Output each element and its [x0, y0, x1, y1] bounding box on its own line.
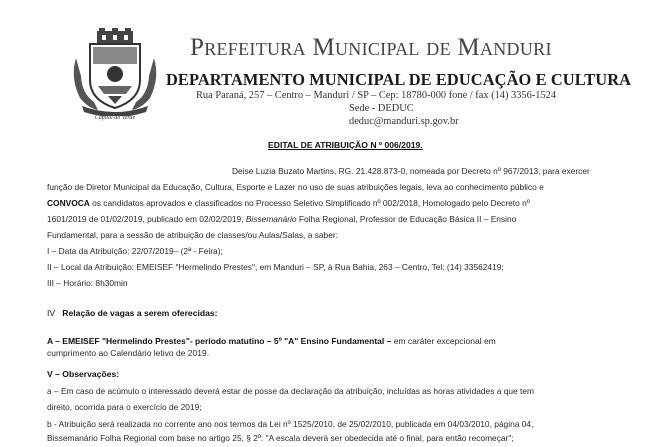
section-label: Relação de vagas a serem oferecidas: [62, 308, 218, 318]
section-v-heading: V – Observações: [47, 369, 120, 379]
section-a-bold: A – EMEISEF "Hermelindo Prestes"- período matutino – 5º "A" Ensino Fundamental – [47, 336, 392, 346]
item-time: III – Horário: 8h30min [47, 278, 128, 288]
seat-line: Sede - DEDUC [349, 103, 414, 114]
section-a-line: cumprimento ao Calendário letivo de 2019. [47, 348, 210, 358]
observation-b: Bissemanário Folha Regional com base no artigo 25, § 2º: "A escala deverá ser obedecida até o final, para então recomeçar"; [47, 433, 514, 443]
org-name: Prefeitura Municipal de Manduri [190, 34, 552, 61]
edital-title: EDITAL DE ATRIBUIÇÃO N º 006/2019. [268, 140, 423, 150]
municipal-crest-logo [68, 28, 162, 116]
crest-caption: Capital do Verde [94, 115, 136, 121]
observation-a: direito, ocorrida para o exercício de 2019; [47, 402, 202, 412]
paragraph-italic: Bissemanário [245, 214, 297, 224]
paragraph-text: os candidatos aprovados e classificados no Processo Seletivo Simplificado nº 002/2018, Homologado pelo Decreto nº [89, 198, 530, 208]
item-location: II – Local da Atribuição: EMEISEF "Hermelindo Prestes", em Manduri – SP, à Rua Bahia, 263 – Centro, Tel: (14) 33562419; [47, 262, 504, 272]
department-name: DEPARTAMENTO MUNICIPAL DE EDUCAÇÃO E CULTURA [166, 70, 632, 89]
section-a-rest: em caráter excepcional em [391, 336, 496, 346]
paragraph-line: Fundamental, para a sessão de atribuição de classes/ou Aulas/Salas, a saber: [47, 230, 338, 240]
section-number: IV [47, 308, 56, 318]
section-iv-heading [47, 308, 218, 318]
paragraph-text: 1601/2019 de 01/02/2019, publicado em 02/02/2019, [47, 214, 246, 224]
item-date: I – Data da Atribuição: 22/07/2019– (2ª - Feira); [47, 246, 223, 256]
paragraph-line: função de Diretor Municipal da Educação, Cultura, Esporte e Lazer no uso de suas atribuições legais, leva ao conhecimento público e [47, 182, 544, 192]
paragraph-line [47, 198, 530, 208]
paragraph-line [47, 214, 516, 224]
address-line: Rua Paraná, 257 – Centro – Manduri / SP – Cep: 18780-000 fone / fax (14) 3356-1524 [196, 90, 557, 101]
observation-b: b - Atribuição será realizada no corrente ano nos termos da Lei nº 1525/2010, de 25/02/2010, publicada em 04/03/2010, página 04, [47, 419, 534, 429]
observation-a: a – Em caso de acúmulo o interessado deverá estar de posse da declaração da atribuição, incluídas as horas atividades a que tem [47, 386, 534, 396]
email-line: deduc@manduri.sp.gov.br [349, 116, 459, 127]
section-a-line [47, 336, 496, 346]
paragraph-line: Deise Luzia Buzato Martins, RG. 21.428.873-0, nomeada por Decreto nº 967/2013, para exercer [232, 166, 590, 176]
paragraph-text: Folha Regional, Professor de Educação Básica II – Ensino [296, 214, 517, 224]
convoca-word: CONVOCA [47, 198, 90, 208]
